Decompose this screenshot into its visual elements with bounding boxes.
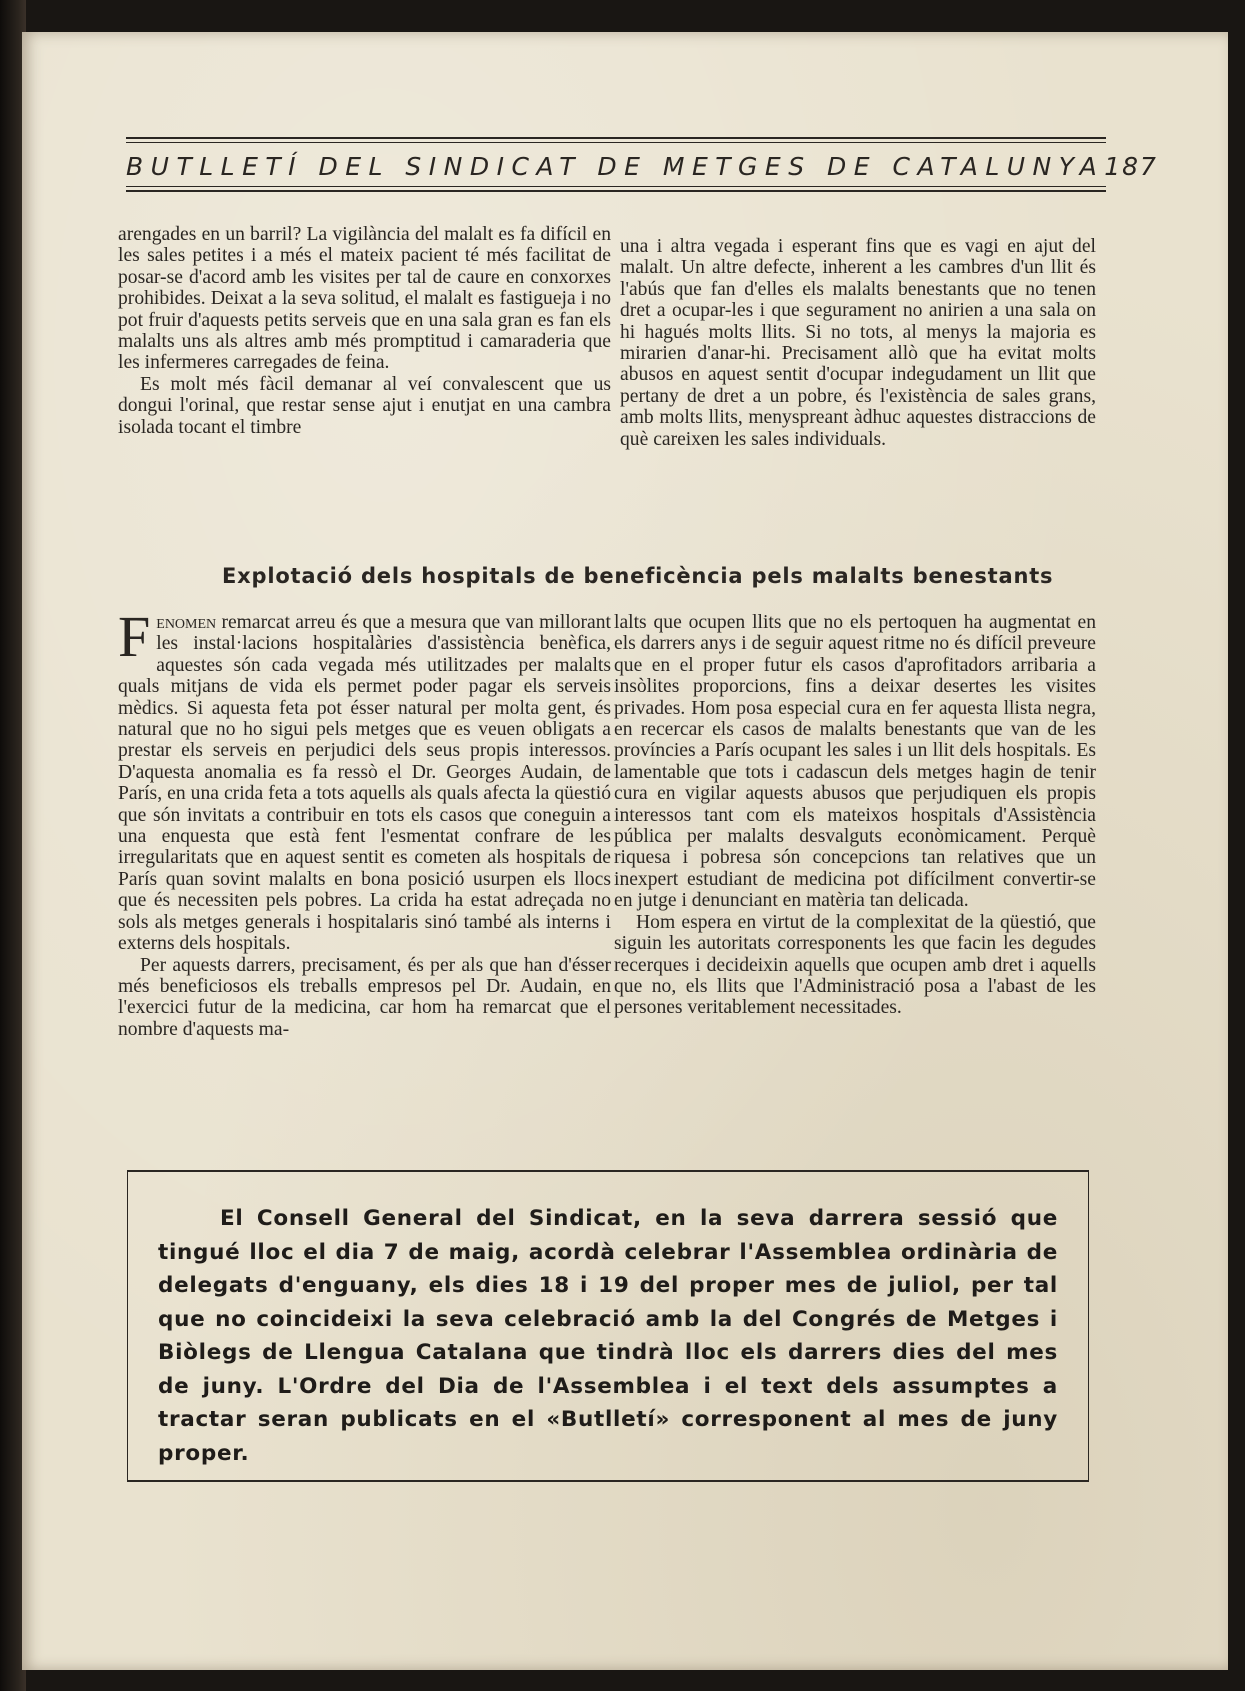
paragraph: lalts que ocupen llits que no els pertoquen ha augmentat en els darrers anys i de seguir aquest ritme no és difícil preveure que en el proper futur els casos d'aprofitadors arribaria a insòlites proporcions, fins a deixar desertes les visites privades. Hom posa especial cura en fer aquesta llista negra, en recercar els casos de malalts benestants que van de les províncies a París ocupant les sales i un llit dels hospitals. Es lamentable que tots i cadascun dels metges hagin de tenir cura en vigilar aquests abusos que perjudiquen els propis interessos tant com els mateixos hospitals d'Assistència pública per malalts desvalguts econòmicament. Perquè riquesa i pobresa són concepcions tan relatives que un inexpert estudiant de medicina pot difícilment convertir-se en jutge i denunciant en matèria tan delicada. (614, 612, 1096, 912)
assembly-notice-text: El Consell General del Sindicat, en la seva darrera sessió que tingué lloc el dia 7 de maig, acordà celebrar l'Assemblea ordinària de delegats d'enguany, els dies 18 i 19 del proper mes de juliol, per tal que no coincideixi la seva celebració amb la del Congrés de Metges i Biòlegs de Llengua Catalana que tindrà lloc els darrers dies del mes de juny. L'Ordre del Dia de l'Assemblea i el text dels assumptes a tractar seran publicats en el «Butlletí» corresponent al mes de juny proper. (158, 1206, 1058, 1466)
running-head-top-rule (126, 137, 1106, 139)
page-number: 187 (1104, 152, 1158, 181)
paragraph: una i altra vegada i esperant fins que es vagi en ajut del malalt. Un altre defecte, inherent a les cambres d'un llit és l'abús que fan d'elles els malalts benestants que no tenen dret a ocupar-les i que segurament no anirien a una sala on hi hagués molts llits. Si no tots, al menys la majoria es mirarien d'anar-hi. Precisament allò que ha evitat molts abusos en aquest sentit d'ocupar indegudament un llit que pertany de dret a un pobre, és l'existència de sales grans, amb molts llits, menyspreant àdhuc aquestes distraccions de què careixen les sales individuals. (620, 236, 1096, 450)
continued-text-right-column (620, 236, 1096, 450)
paragraph: Hom espera en virtut de la complexitat de la qüestió, que siguin les autoritats corresponents les que facin les degudes recerques i decideixin aquells que ocupen amb dret i aquells que no, els llits que l'Administració posa a l'abast de les persones veritablement necessitades. (614, 911, 1096, 1019)
article-right-column (614, 612, 1096, 1019)
lead-smallcaps: enomen (156, 612, 217, 633)
paragraph: Per aquests darrers, precisament, és per als que han d'ésser més beneficiosos els treballs empresos pel Dr. Audain, en l'exercici futur de la medicina, car hom ha remarcat que el nombre d'aquests ma- (118, 954, 611, 1040)
running-head-bottom-rule-thin (126, 186, 1106, 187)
paragraph-text: remarcat arreu és que a mesura que van millorant les instal·lacions hospitalàries d'assistència benèfica, aquestes són cada vegada més utilitzades per malalts quals mitjans de vida els permet poder pagar els serveis mèdics. Si aquesta feta pot ésser natural per molta gent, és natural que no ho sigui pels metges que es veuen obligats a prestar els serveis en perjudici dels seus propis interessos. D'aquesta anomalia es fa ressò el Dr. Georges Audain, de París, en una crida feta a tots aquells als quals afecta la qüestió que són invitats a contribuir en tots els casos que coneguin a una enquesta que està fent l'esmentat confrare de les irregularitats que en aquest sentit es cometen als hospitals de París quan sovint malalts en bona posició usurpen els llocs que és necessiten pels pobres. La crida ha estat adreçada no sols als metges generals i hospitalaris sinó també als interns i externs dels hospitals. (118, 612, 611, 955)
running-head-bottom-rule (126, 190, 1106, 192)
journal-page (22, 32, 1228, 1670)
article-left-column (118, 604, 611, 1040)
continued-text-left-column (118, 224, 611, 438)
drop-cap: F (118, 604, 151, 669)
article-title: Explotació dels hospitals de beneficència pels malalts benestants (222, 564, 1054, 588)
article-first-paragraph (118, 604, 611, 955)
running-head (126, 137, 1158, 195)
running-head-line (126, 146, 1158, 186)
assembly-notice-box (127, 1170, 1089, 1482)
paragraph: Es molt més fàcil demanar al veí convalescent que us dongui l'orinal, que restar sense ajut i enutjat en una cambra isolada tocant el timbre (118, 373, 611, 438)
running-head-top-rule-thin (126, 142, 1106, 143)
paragraph: arengades en un barril? La vigilància del malalt es fa difícil en les sales petites i a més el mateix pacient té més facilitat de posar-se d'acord amb les visites per tal de caure en conxorxes prohibides. Deixat a la seva solitud, el malalt es fastigueja i no pot fruir d'aquests petits serveis que en una sala gran es fan els malalts uns als altres amb més promptitud i camaraderia que les infermeres carregades de feina. (118, 224, 611, 374)
journal-title: BUTLLETÍ DEL SINDICAT DE METGES DE CATALUNYA (126, 152, 1105, 181)
